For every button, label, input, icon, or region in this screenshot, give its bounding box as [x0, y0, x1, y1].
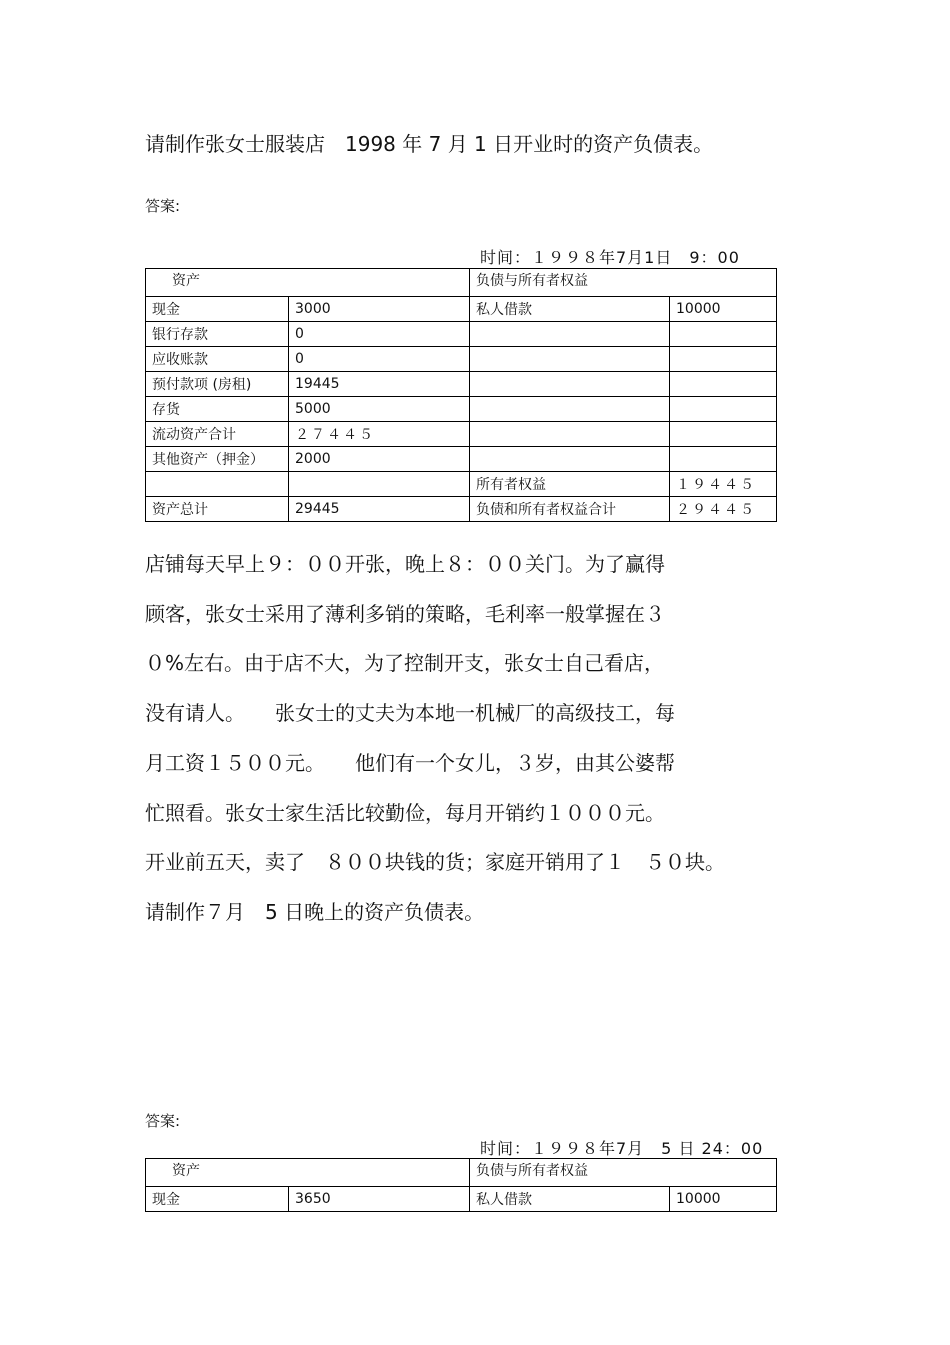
paragraph-line: 请制作７月 5 日晚上的资产负债表。: [145, 899, 485, 924]
table-row: [146, 1187, 777, 1212]
asset-label: 存货: [146, 397, 289, 422]
liability-label: [470, 322, 670, 347]
asset-label: 现金: [146, 297, 289, 322]
table-row: [146, 372, 777, 397]
liability-value: ２９４４５: [670, 497, 777, 522]
asset-value: 3000: [289, 297, 470, 322]
liability-label: 私人借款: [470, 297, 670, 322]
time-stamp-2: 时间：１９９８年7月 5 日 24：00: [480, 1139, 764, 1158]
paragraph-line: 店铺每天早上９：００开张，晚上８：００关门。为了赢得: [145, 552, 665, 576]
answer-label-2: 答案:: [145, 1112, 181, 1130]
header-liabilities-equity: 负债与所有者权益: [470, 1159, 777, 1187]
asset-label: [146, 472, 289, 497]
liability-value: [670, 372, 777, 397]
liability-value: [670, 397, 777, 422]
liability-value: 10000: [670, 297, 777, 322]
asset-label: 银行存款: [146, 322, 289, 347]
asset-value: [289, 472, 470, 497]
liability-label: [470, 347, 670, 372]
paragraph-line: 顾客，张女士采用了薄利多销的策略，毛利率一般掌握在３: [145, 601, 665, 626]
liability-value: [670, 347, 777, 372]
asset-label: 其他资产（押金）: [146, 447, 289, 472]
asset-label: 现金: [146, 1187, 289, 1212]
liability-label: 所有者权益: [470, 472, 670, 497]
asset-label: 流动资产合计: [146, 422, 289, 447]
liability-label: [470, 372, 670, 397]
time-stamp-1: 时间：１９９８年7月1日 9：00: [480, 248, 740, 267]
liability-label: [470, 447, 670, 472]
question-1-text: 请制作张女士服装店 1998 年 7 月 1 日开业时的资产负债表。: [145, 132, 714, 156]
asset-label: 资产总计: [146, 497, 289, 522]
liability-value: [670, 447, 777, 472]
paragraph-line: 开业前五天，卖了 ８００块钱的货；家庭开销用了１ ５０块。: [145, 850, 725, 875]
balance-sheet-table-2: [145, 1158, 777, 1212]
liability-label: 私人借款: [470, 1187, 670, 1212]
table-row: [146, 497, 777, 522]
asset-value: ２７４４５: [289, 422, 470, 447]
table-row: [146, 322, 777, 347]
liability-label: [470, 422, 670, 447]
liability-label: 负债和所有者权益合计: [470, 497, 670, 522]
asset-value: 2000: [289, 447, 470, 472]
liability-value: 10000: [670, 1187, 777, 1212]
answer-label-1: 答案:: [145, 197, 181, 215]
scenario-paragraph: [145, 540, 725, 938]
asset-value: 19445: [289, 372, 470, 397]
asset-value: 0: [289, 322, 470, 347]
asset-value: 29445: [289, 497, 470, 522]
table-row: [146, 472, 777, 497]
table-row: [146, 297, 777, 322]
table-header-row: [146, 1159, 777, 1187]
liability-label: [470, 397, 670, 422]
paragraph-line: 没有请人。 张女士的丈夫为本地一机械厂的高级技工，每: [145, 701, 675, 726]
paragraph-line: ０%左右。由于店不大，为了控制开支，张女士自己看店，: [145, 651, 665, 676]
header-assets: 资产: [146, 269, 470, 297]
liability-value: １９４４５: [670, 472, 777, 497]
header-assets: 资产: [146, 1159, 470, 1187]
table-row: [146, 447, 777, 472]
table-row: [146, 422, 777, 447]
liability-value: [670, 422, 777, 447]
table-header-row: [146, 269, 777, 297]
asset-value: 5000: [289, 397, 470, 422]
asset-value: 0: [289, 347, 470, 372]
table-row: [146, 397, 777, 422]
liability-value: [670, 322, 777, 347]
asset-value: 3650: [289, 1187, 470, 1212]
paragraph-line: 忙照看。张女士家生活比较勤俭，每月开销约１０００元。: [145, 800, 665, 825]
asset-label: 预付款项 (房租): [146, 372, 289, 397]
table-row: [146, 347, 777, 372]
asset-label: 应收账款: [146, 347, 289, 372]
header-liabilities-equity: 负债与所有者权益: [470, 269, 777, 297]
paragraph-line: 月工资１５００元。 他们有一个女儿，３岁，由其公婆帮: [145, 750, 675, 775]
balance-sheet-table-1: [145, 268, 777, 522]
